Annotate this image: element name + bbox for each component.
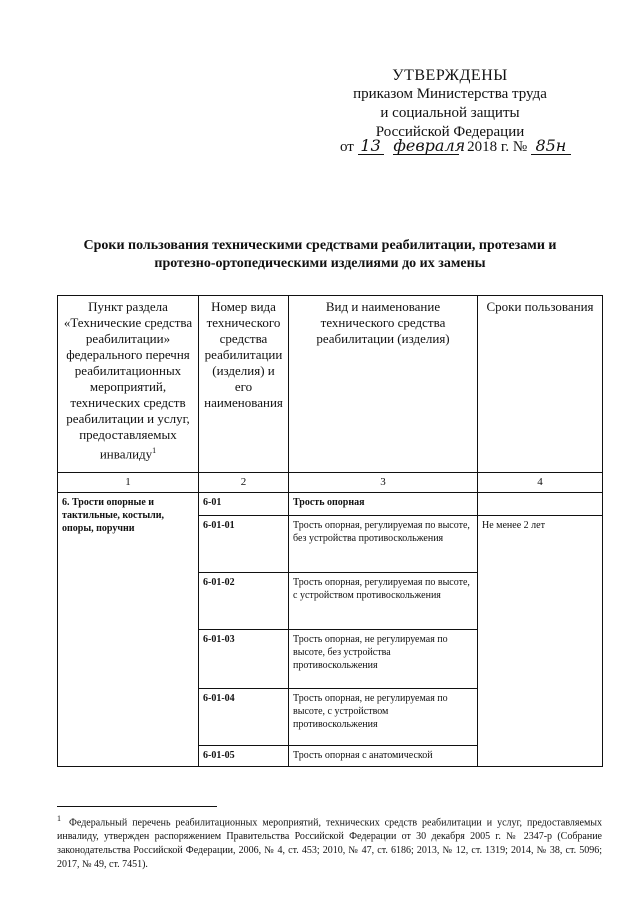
item-code: 6-01-02 [199,573,289,630]
approval-line-2: и социальной защиты [380,105,520,121]
footnote-mark: 1 [57,814,61,823]
header-col-4: Сроки пользования [478,296,603,473]
approval-line-1: приказом Министерства труда [353,86,547,102]
item-name: Трость опорная, регулируемая по высоте, с устройством противоскольжения [289,573,478,630]
approval-stamp: УТВЕРЖДЕНЫ [392,67,508,84]
approval-line-3: Российской Федерации [375,124,525,140]
header-col-1: Пункт раздела «Технические средства реабилитации» федерального перечня реабилитационных мероприятий, технических средств реабилитации и услуг, предоставляемых инвалиду$^1$ [58,296,199,473]
date-prefix: от [340,139,354,155]
header-row [58,296,603,473]
item-name: Трость опорная, не регулируемая по высоте, без устройства противоскольжения [289,630,478,689]
date-year: 2018 г. № [467,139,528,155]
item-code: 6-01-01 [199,516,289,573]
group-code: 6-01 [199,493,289,516]
group-name: Трость опорная [289,493,478,516]
table-row [58,493,603,516]
item-name: Трость опорная, не регулируемая по высоте, с устройством противоскольжения [289,689,478,746]
footnote-divider [57,806,217,807]
rehab-table [57,295,603,767]
item-code: 6-01-05 [199,746,289,767]
footnote-ref: 1 [152,446,157,455]
column-number: 1 [58,473,199,493]
header-col-2: Номер вида технического средства реабилитации (изделия) и его наименования [199,296,289,473]
column-number-row [58,473,603,493]
column-number: 2 [199,473,289,493]
handwritten-month: февраля [393,136,466,155]
document-title: Сроки пользования техническими средствами реабилитации, протезами и протезно-ортопедическими изделиями до их замены [83,238,557,271]
approval-date-line [340,138,571,156]
term-cell: Не менее 2 лет [478,516,603,767]
column-number: 4 [478,473,603,493]
item-code: 6-01-04 [199,689,289,746]
header-col-3: Вид и наименование технического средства реабилитации (изделия) [289,296,478,473]
approval-block [330,66,570,142]
footnote [57,812,602,872]
item-code: 6-01-03 [199,630,289,689]
handwritten-day: 13 [358,138,384,155]
handwritten-number: 85н [531,138,571,155]
column-number: 3 [289,473,478,493]
empty-cell [478,493,603,516]
item-name: Трость опорная, регулируемая по высоте, без устройства противоскольжения [289,516,478,573]
footnote-text: Федеральный перечень реабилитационных мероприятий, технических средств реабилитации и услуг, предоставляемых инвалиду, утвержден распоряжением Правительства Российской Федерации от 30 декабря 2005 г. № 2347-р (Собрание законодательства Российской Федерации, 2006, № 4, ст. 453; 2010, № 47, ст. 6186; 2013, № 12, ст. 1319; 2014, № 38, ст. 5096; 2017, № 49, ст. 7451). [57,817,602,871]
section-cell: 6. Трости опорные и тактильные, костыли, опоры, поручни [58,493,199,767]
item-name: Трость опорная с анатомической [289,746,478,767]
